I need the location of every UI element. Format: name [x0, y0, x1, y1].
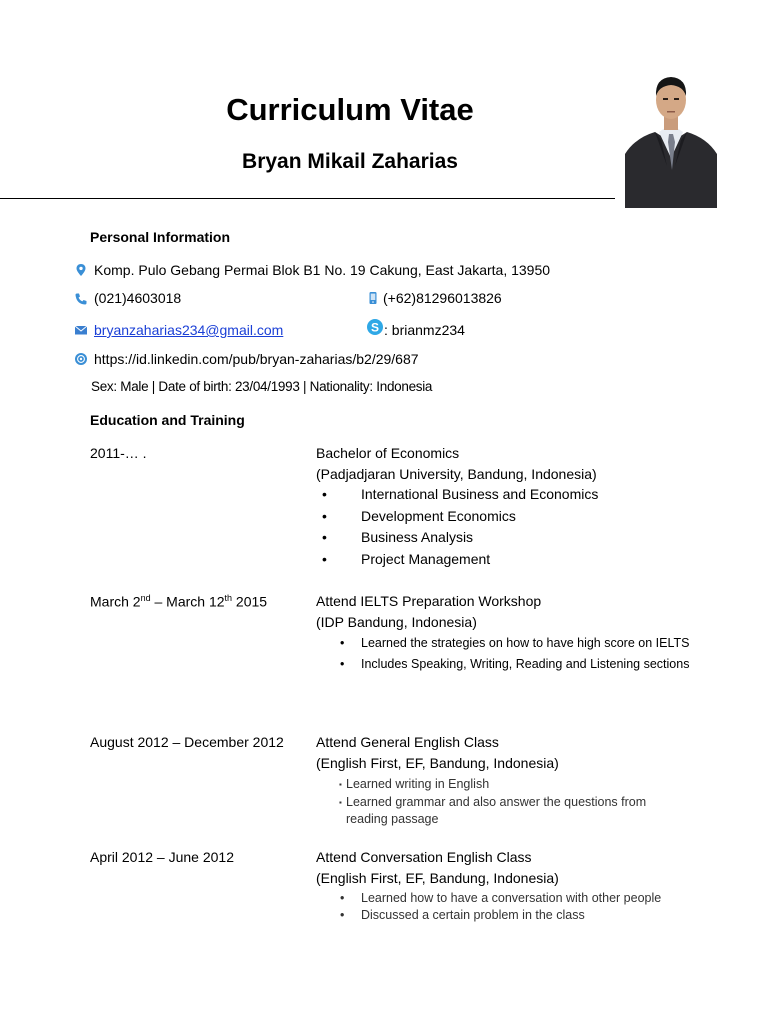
- institution: (Padjadjaran University, Bandung, Indonesia): [316, 465, 597, 482]
- date-part: March 2: [90, 593, 141, 610]
- activity-list: [316, 634, 696, 673]
- date-part: 2015: [232, 593, 268, 610]
- address-text: Komp. Pulo Gebang Permai Blok B1 No. 19 Cakung, East Jakarta, 13950: [94, 262, 551, 278]
- date-suffix: th: [224, 593, 233, 603]
- mobile-phone-icon: [366, 291, 380, 305]
- institution: (IDP Bandung, Indonesia): [316, 613, 477, 630]
- personal-info-heading: Personal Information: [90, 229, 231, 245]
- phone-text: (021)4603018: [94, 290, 182, 306]
- linkedin-url[interactable]: https://id.linkedin.com/pub/bryan-zaharias/b2/29/687: [94, 351, 419, 367]
- date-suffix: nd: [140, 593, 151, 603]
- document-title: Curriculum Vitae: [226, 92, 474, 127]
- email-icon: [74, 323, 88, 337]
- personal-details: Sex: Male | Date of birth: 23/04/1993 | Nationality: Indonesia: [91, 379, 433, 394]
- email-link[interactable]: bryanzaharias234@gmail.com: [94, 322, 284, 338]
- education-date: [90, 593, 267, 610]
- list-item: ▪ Learned writing in English: [316, 776, 686, 793]
- list-item: • Learned how to have a conversation with other people: [316, 890, 716, 907]
- education-heading: Education and Training: [90, 412, 245, 428]
- institution: (English First, EF, Bandung, Indonesia): [316, 869, 559, 886]
- mobile-text: (+62)81296013826: [383, 290, 502, 306]
- globe-icon: [74, 352, 88, 366]
- phone-icon: [74, 292, 88, 306]
- course-list: [316, 484, 716, 570]
- education-date: August 2012 – December 2012: [90, 734, 284, 750]
- list-item: • Development Economics: [316, 506, 716, 528]
- list-item: • Business Analysis: [316, 527, 716, 549]
- activity-list: [316, 776, 686, 828]
- education-entry: [316, 591, 696, 676]
- education-date: April 2012 – June 2012: [90, 849, 234, 865]
- education-entry: [316, 847, 716, 924]
- education-entry: [316, 443, 716, 570]
- location-pin-icon: [74, 263, 88, 277]
- training-title: Attend General English Class: [316, 734, 499, 750]
- list-item: • Learned the strategies on how to have high score on IELTS: [316, 634, 696, 652]
- list-item: • Project Management: [316, 549, 716, 571]
- header-divider: [0, 198, 615, 199]
- date-part: – March 12: [150, 593, 225, 610]
- list-item: ▪ Learned grammar and also answer the questions from reading passage: [316, 794, 686, 828]
- skype-text: : brianmz234: [384, 322, 465, 338]
- training-title: Attend Conversation English Class: [316, 849, 532, 865]
- education-entry: [316, 732, 686, 829]
- svg-text:S: S: [370, 320, 380, 335]
- list-item: • Discussed a certain problem in the class: [316, 907, 716, 924]
- person-name: Bryan Mikail Zaharias: [242, 150, 458, 173]
- degree-title: Bachelor of Economics: [316, 445, 460, 461]
- profile-photo: [625, 58, 717, 208]
- activity-list: [316, 890, 716, 924]
- list-item: • International Business and Economics: [316, 484, 716, 506]
- education-date: 2011-… .: [90, 445, 147, 461]
- skype-icon: [366, 318, 384, 336]
- list-item: • Includes Speaking, Writing, Reading and Listening sections: [316, 655, 696, 673]
- institution: (English First, EF, Bandung, Indonesia): [316, 754, 559, 771]
- training-title: Attend IELTS Preparation Workshop: [316, 593, 542, 609]
